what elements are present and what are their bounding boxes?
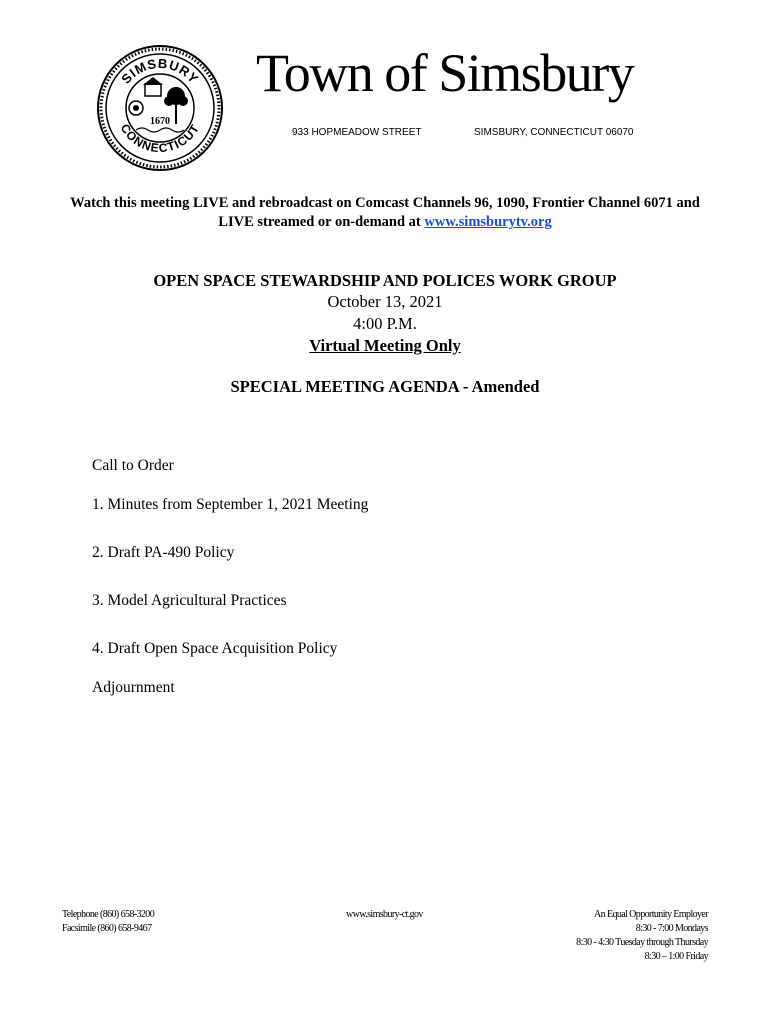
footer-hours [576,908,708,964]
adjournment: Adjournment [92,679,175,696]
simsburytv-link[interactable]: www.simsburytv.org [424,214,552,230]
city-address: SIMSBURY, CONNECTICUT 06070 [474,127,634,138]
agenda-item: 4. Draft Open Space Acquisition Policy [92,640,338,657]
meeting-time: 4:00 P.M. [353,314,417,333]
meeting-format: Virtual Meeting Only [309,336,461,355]
agenda-title: SPECIAL MEETING AGENDA - Amended [230,377,540,396]
website-link[interactable]: www.simsbury-ct.gov [346,909,423,920]
town-seal-logo [96,44,224,172]
broadcast-notice [60,194,710,232]
agenda-item: 3. Model Agricultural Practices [92,592,287,609]
hours-mondays: 8:30 - 7:00 Mondays [635,923,708,934]
agenda-item: 2. Draft PA-490 Policy [92,544,235,561]
town-title: Town of Simsbury [256,43,634,103]
call-to-order: Call to Order [92,457,174,474]
seal-text-top: SIMSBURY [118,55,202,87]
employer-statement: An Equal Opportunity Employer [594,909,708,920]
facsimile: Facsimile (860) 658-9467 [62,923,152,934]
work-group-name: OPEN SPACE STEWARDSHIP AND POLICES WORK GROUP [153,271,617,290]
meeting-date: October 13, 2021 [327,292,443,311]
telephone: Telephone (860) 658-3200 [62,909,155,920]
footer-contact [62,908,154,936]
broadcast-text: Watch this meeting LIVE and rebroadcast on Comcast Channels 96, 1090, Frontier Channel 6071 and LIVE streamed or on-demand at [70,195,700,230]
hours-friday: 8:30 – 1:00 Friday [644,951,708,962]
hours-tue-thu: 8:30 - 4:30 Tuesday through Thursday [576,937,708,948]
seal-year: 1670 [150,116,170,127]
svg-text:SIMSBURY [118,56,201,87]
street-address: 933 HOPMEADOW STREET [292,127,422,138]
agenda-item: 1. Minutes from September 1, 2021 Meeting [92,496,369,513]
seal-text-bottom: CONNECTICUT [117,121,203,156]
